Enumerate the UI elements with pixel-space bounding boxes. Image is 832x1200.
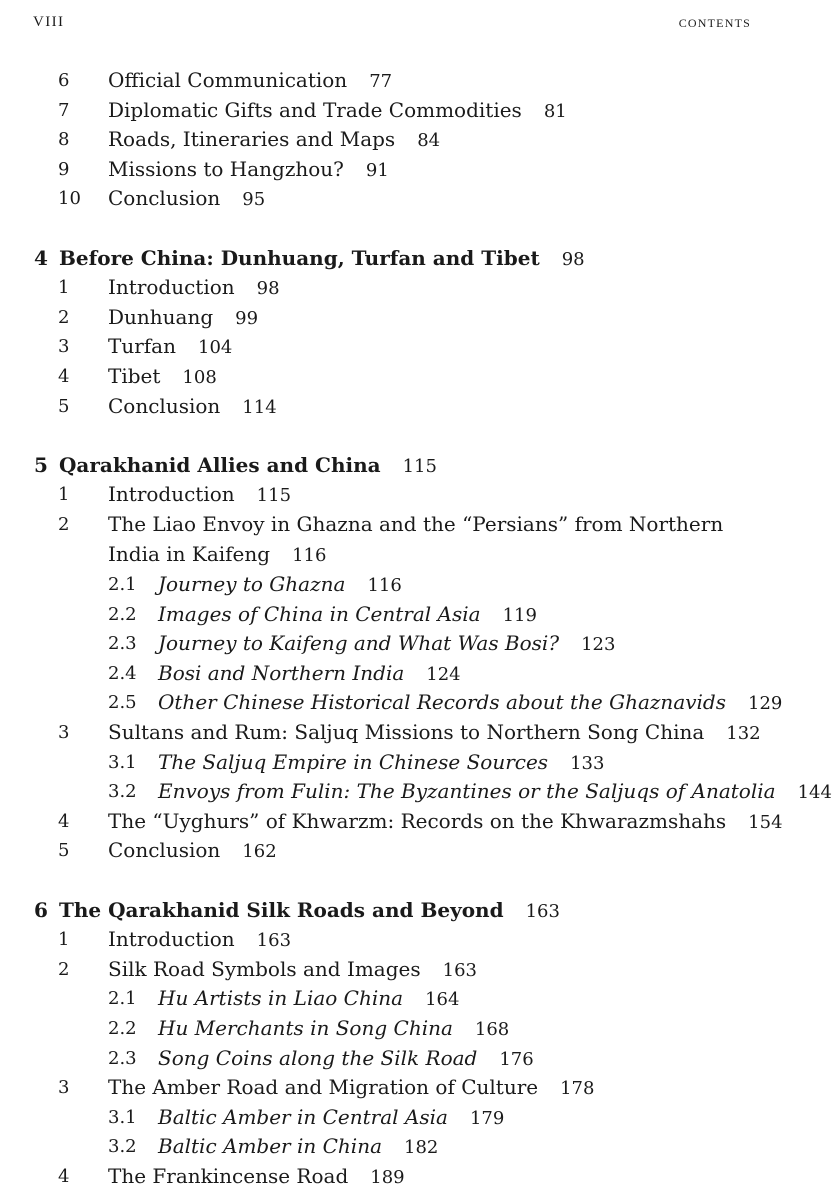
entry-page: 119 [502, 604, 537, 626]
toc-entry[interactable] [0, 332, 785, 362]
entry-title: Introduction [108, 275, 235, 300]
entry-title: Sultans and Rum: Saljuq Missions to Northern Song China [108, 720, 705, 745]
chapter-number: 4 [34, 245, 48, 270]
toc-entry[interactable] [0, 836, 785, 866]
entry-page: 182 [404, 1137, 439, 1159]
toc-entry[interactable] [0, 125, 785, 155]
entry-page: 163 [256, 930, 292, 952]
entry-page: 98 [256, 278, 280, 300]
toc-subentry[interactable] [0, 748, 785, 778]
entry-page: 99 [235, 307, 259, 329]
entry-page: 168 [474, 1019, 510, 1040]
entry-number: 3 [58, 722, 70, 744]
entry-number: 2 [58, 513, 70, 535]
entry-title: Introduction [108, 927, 235, 952]
toc-subentry[interactable] [0, 629, 785, 659]
toc-entry[interactable] [0, 480, 785, 510]
entry-number: 2 [58, 306, 70, 328]
chapter-number: 6 [34, 897, 48, 922]
entry-title: Diplomatic Gifts and Trade Commodities [108, 97, 522, 122]
toc-entry[interactable] [0, 155, 785, 185]
entry-page: 129 [748, 693, 783, 715]
toc-subentry[interactable] [0, 659, 785, 689]
entry-page: 95 [242, 189, 266, 211]
entry-number: 4 [58, 365, 70, 387]
entry-number: 2.2 [108, 1018, 137, 1039]
entry-number: 2.4 [108, 662, 137, 684]
toc-entry[interactable] [0, 392, 785, 422]
toc-subentry[interactable] [0, 1044, 785, 1074]
entry-title: Journey to Ghazna [158, 572, 346, 597]
entry-page: 154 [748, 811, 783, 833]
entry-page: 91 [365, 159, 389, 181]
entry-number: 3.1 [108, 751, 137, 773]
entry-page: 178 [560, 1078, 595, 1100]
entry-title: Images of China in Central Asia [158, 601, 481, 626]
entry-number: 7 [58, 99, 70, 121]
entry-page: 104 [198, 337, 233, 359]
entry-title: Roads, Itineraries and Maps [108, 127, 396, 152]
entry-title: Turfan [108, 334, 176, 359]
entry-number: 10 [58, 188, 81, 210]
entry-page: 164 [425, 989, 460, 1011]
entry-page: 116 [367, 575, 402, 597]
entry-number: 9 [58, 158, 70, 180]
toc-subentry[interactable] [0, 570, 785, 600]
entry-title: The Frankincense Road [108, 1163, 349, 1188]
entry-page: 116 [292, 544, 327, 566]
toc-entry[interactable] [0, 1073, 785, 1103]
entry-number: 3 [58, 1077, 70, 1099]
entry-number: 2 [58, 958, 70, 980]
toc-entry[interactable] [0, 718, 785, 748]
entry-title: Other Chinese Historical Records about the Ghaznavids [158, 690, 726, 715]
entry-title: Journey to Kaifeng and What Was Bosi? [158, 631, 560, 656]
toc-chapter[interactable] [0, 896, 785, 926]
entry-number: 3.1 [108, 1106, 137, 1128]
entry-number: 2.5 [108, 692, 137, 714]
entry-number: 6 [58, 70, 70, 91]
entry-number: 4 [58, 1165, 70, 1187]
entry-title: Conclusion [108, 838, 221, 863]
entry-page: 176 [499, 1048, 534, 1070]
entry-page: 163 [525, 900, 560, 922]
entry-page: 115 [402, 455, 437, 477]
entry-page: 133 [570, 752, 605, 774]
entry-page: 77 [369, 71, 393, 92]
entry-number: 2.1 [108, 988, 137, 1010]
entry-title: Baltic Amber in Central Asia [158, 1104, 448, 1129]
entry-page: 123 [581, 634, 616, 656]
entry-title: Official Communication [108, 68, 348, 92]
entry-number: 1 [58, 277, 70, 299]
entry-number: 5 [58, 395, 70, 417]
entry-page: 162 [242, 841, 277, 863]
toc-entry[interactable] [0, 362, 785, 392]
toc-entry[interactable] [0, 955, 785, 985]
toc-subentry[interactable] [0, 688, 785, 718]
entry-page: 98 [561, 248, 585, 270]
entry-number: 1 [58, 929, 70, 951]
entry-title: The Amber Road and Migration of Culture [108, 1075, 539, 1100]
entry-title: Conclusion [108, 186, 221, 211]
entry-page: 81 [543, 100, 567, 122]
entry-title: Envoys from Fulin: The Byzantines or the Saljuqs of Anatolia [158, 779, 776, 804]
entry-title: Bosi and Northern India [158, 660, 405, 685]
entry-title: Song Coins along the Silk Road [158, 1045, 478, 1070]
entry-page: 179 [469, 1107, 505, 1129]
entry-number: 3.2 [108, 1136, 137, 1158]
toc-entry[interactable] [0, 1162, 785, 1192]
entry-title: Missions to Hangzhou? [108, 156, 344, 181]
entry-title: Baltic Amber in China [158, 1134, 382, 1159]
running-head [33, 14, 751, 34]
toc-entry[interactable] [0, 510, 785, 570]
entry-page: 189 [370, 1166, 405, 1188]
entry-page: 132 [726, 723, 761, 745]
toc-subentry[interactable] [0, 600, 785, 630]
chapter-number: 5 [34, 452, 48, 477]
toc-entry[interactable] [0, 184, 785, 214]
entry-title: Hu Merchants in Song China [158, 1016, 453, 1040]
entry-title: The “Uyghurs” of Khwarzm: Records on the Khwarazmshahs [108, 808, 727, 833]
toc-subentry[interactable] [0, 777, 832, 807]
toc-subentry[interactable] [0, 1132, 785, 1162]
entry-number: 2.3 [108, 1047, 137, 1069]
entry-page: 124 [426, 663, 461, 685]
entry-title: Introduction [108, 482, 235, 507]
entry-title: Silk Road Symbols and Images [108, 956, 421, 981]
entry-title: Dunhuang [108, 304, 214, 329]
toc-entry[interactable] [0, 925, 785, 955]
toc-chapter[interactable] [0, 451, 785, 481]
chapter-title: The Qarakhanid Silk Roads and Beyond [59, 897, 504, 922]
chapter-title: Before China: Dunhuang, Turfan and Tibet [59, 245, 540, 270]
entry-page: 163 [442, 959, 477, 981]
toc-entry[interactable] [0, 273, 785, 303]
entry-number: 3 [58, 336, 70, 358]
entry-title: Hu Artists in Liao China [158, 986, 404, 1011]
entry-number: 5 [58, 840, 70, 862]
toc-subentry[interactable] [0, 1014, 785, 1044]
entry-number: 8 [58, 129, 70, 151]
running-title: contents [678, 12, 751, 31]
entry-page: 84 [417, 130, 441, 152]
entry-page: 115 [256, 485, 292, 507]
toc-subentry[interactable] [0, 984, 785, 1014]
table-of-contents [0, 66, 832, 1192]
toc-entry[interactable] [0, 66, 785, 96]
entry-number: 2.1 [108, 574, 137, 596]
entry-number: 3.2 [108, 781, 137, 803]
toc-entry[interactable] [0, 807, 785, 837]
entry-number: 4 [58, 810, 70, 832]
entry-number: 1 [58, 484, 70, 506]
chapter-title: Qarakhanid Allies and China [59, 452, 381, 477]
toc-entry[interactable] [0, 96, 785, 126]
entry-title: Tibet [108, 363, 161, 388]
entry-page: 114 [242, 396, 277, 418]
entry-title: The Saljuq Empire in Chinese Sources [158, 749, 549, 774]
toc-subentry[interactable] [0, 1103, 785, 1133]
entry-number: 2.3 [108, 633, 137, 655]
toc-entry[interactable] [0, 303, 785, 333]
entry-page: 108 [182, 366, 217, 388]
page-folio: VIII [33, 14, 65, 30]
entry-title: Conclusion [108, 393, 221, 418]
entry-title: The Liao Envoy in Ghazna and the “Persians” from Northern India in Kaifeng [108, 511, 724, 566]
entry-number: 2.2 [108, 603, 137, 625]
entry-page: 144 [797, 782, 832, 804]
toc-chapter[interactable] [0, 244, 785, 274]
